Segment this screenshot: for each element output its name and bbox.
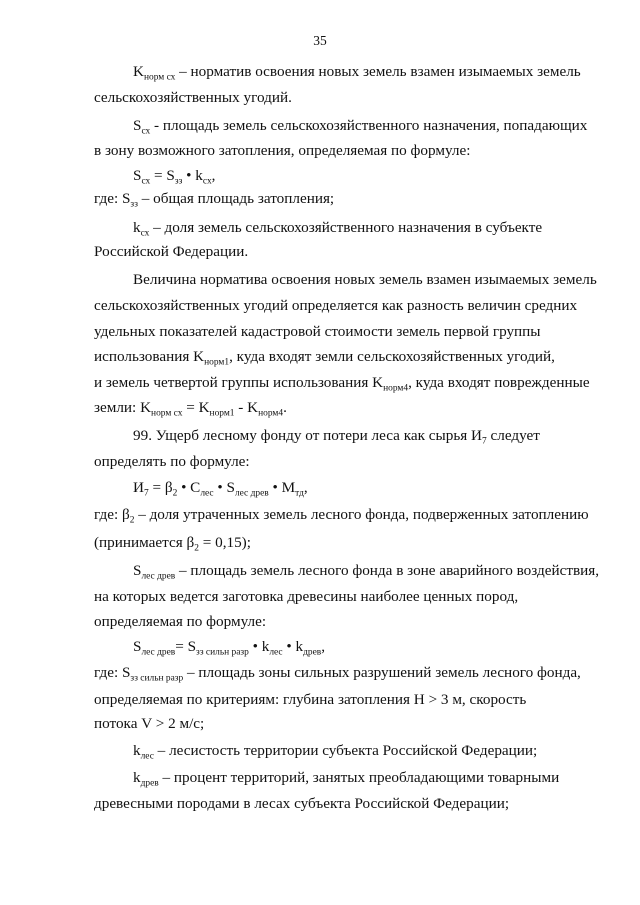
text-line: $k_{древ}$ – процент территорий, занятых преобладающими товарными <box>133 769 560 789</box>
text-line: удельных показателей кадастровой стоимости земель первой группы <box>94 323 541 340</box>
text-line: $K_{норм сх}$ – норматив освоения новых земель взамен изымаемых земель <box>133 63 581 83</box>
text-line: где: $S_{зз сильн разр}$ – площадь зоны сильных разрушений земель лесного фонда, <box>94 664 581 684</box>
text-line: $k_{лес}$ – лесистость территории субъекта Российской Федерации; <box>133 742 538 762</box>
text-line: определяемая по критериям: глубина затопления Н > 3 м, скорость <box>94 691 527 708</box>
text-line: определяемая по формуле: <box>94 613 267 630</box>
text-line: $S_{лес древ}$ – площадь земель лесного фонда в зоне аварийного воздействия, <box>133 562 600 582</box>
text-line: и земель четвертой группы использования $K_{норм4}$, куда входят поврежденные <box>94 374 590 394</box>
text-line: 99. Ущерб лесному фонду от потери леса как сырья $И_7$ следует <box>133 427 540 447</box>
text-line: Российской Федерации. <box>94 243 249 260</box>
text-line: в зону возможного затопления, определяемая по формуле: <box>94 142 471 159</box>
text-line: на которых ведется заготовка древесины наиболее ценных пород, <box>94 588 519 605</box>
text-line: (принимается $\beta_2 = 0,15$); <box>94 534 251 554</box>
text-line: древесными породами в лесах субъекта Российской Федерации; <box>94 795 510 812</box>
text-line: сельскохозяйственных угодий определяется как разность величин средних <box>94 297 578 314</box>
formula: $И_7 = \beta_2$ • $С_{лес}$ • $S_{лес древ}$ • $М_{тд}$, <box>133 479 308 499</box>
text-line: земли: $K_{норм сх} = K_{норм1} - K_{норм4}$. <box>94 399 287 419</box>
text-line: использования $K_{норм1}$, куда входят земли сельскохозяйственных угодий, <box>94 348 555 368</box>
text-line: Величина норматива освоения новых земель взамен изымаемых земель <box>133 271 597 288</box>
page-number: 35 <box>313 33 327 48</box>
text-line: $S_{сх}$ - площадь земель сельскохозяйственного назначения, попадающих <box>133 117 588 137</box>
text-line: где: $\beta_2$ – доля утраченных земель лесного фонда, подверженных затоплению <box>94 506 589 526</box>
formula: $S_{сх} = S_{зз}$ • $k_{сх}$, <box>133 167 216 187</box>
text-line: где: $S_{зз}$ – общая площадь затопления; <box>94 190 335 210</box>
text-line: $k_{сх}$ – доля земель сельскохозяйственного назначения в субъекте <box>133 219 543 239</box>
text-line: потока V > 2 м/с; <box>94 715 205 732</box>
text-line: определять по формуле: <box>94 453 250 470</box>
formula: $S_{лес древ}= S_{зз сильн разр}$ • $k_{лес}$ • $k_{древ}$, <box>133 638 326 658</box>
text-line: сельскохозяйственных угодий. <box>94 89 292 106</box>
